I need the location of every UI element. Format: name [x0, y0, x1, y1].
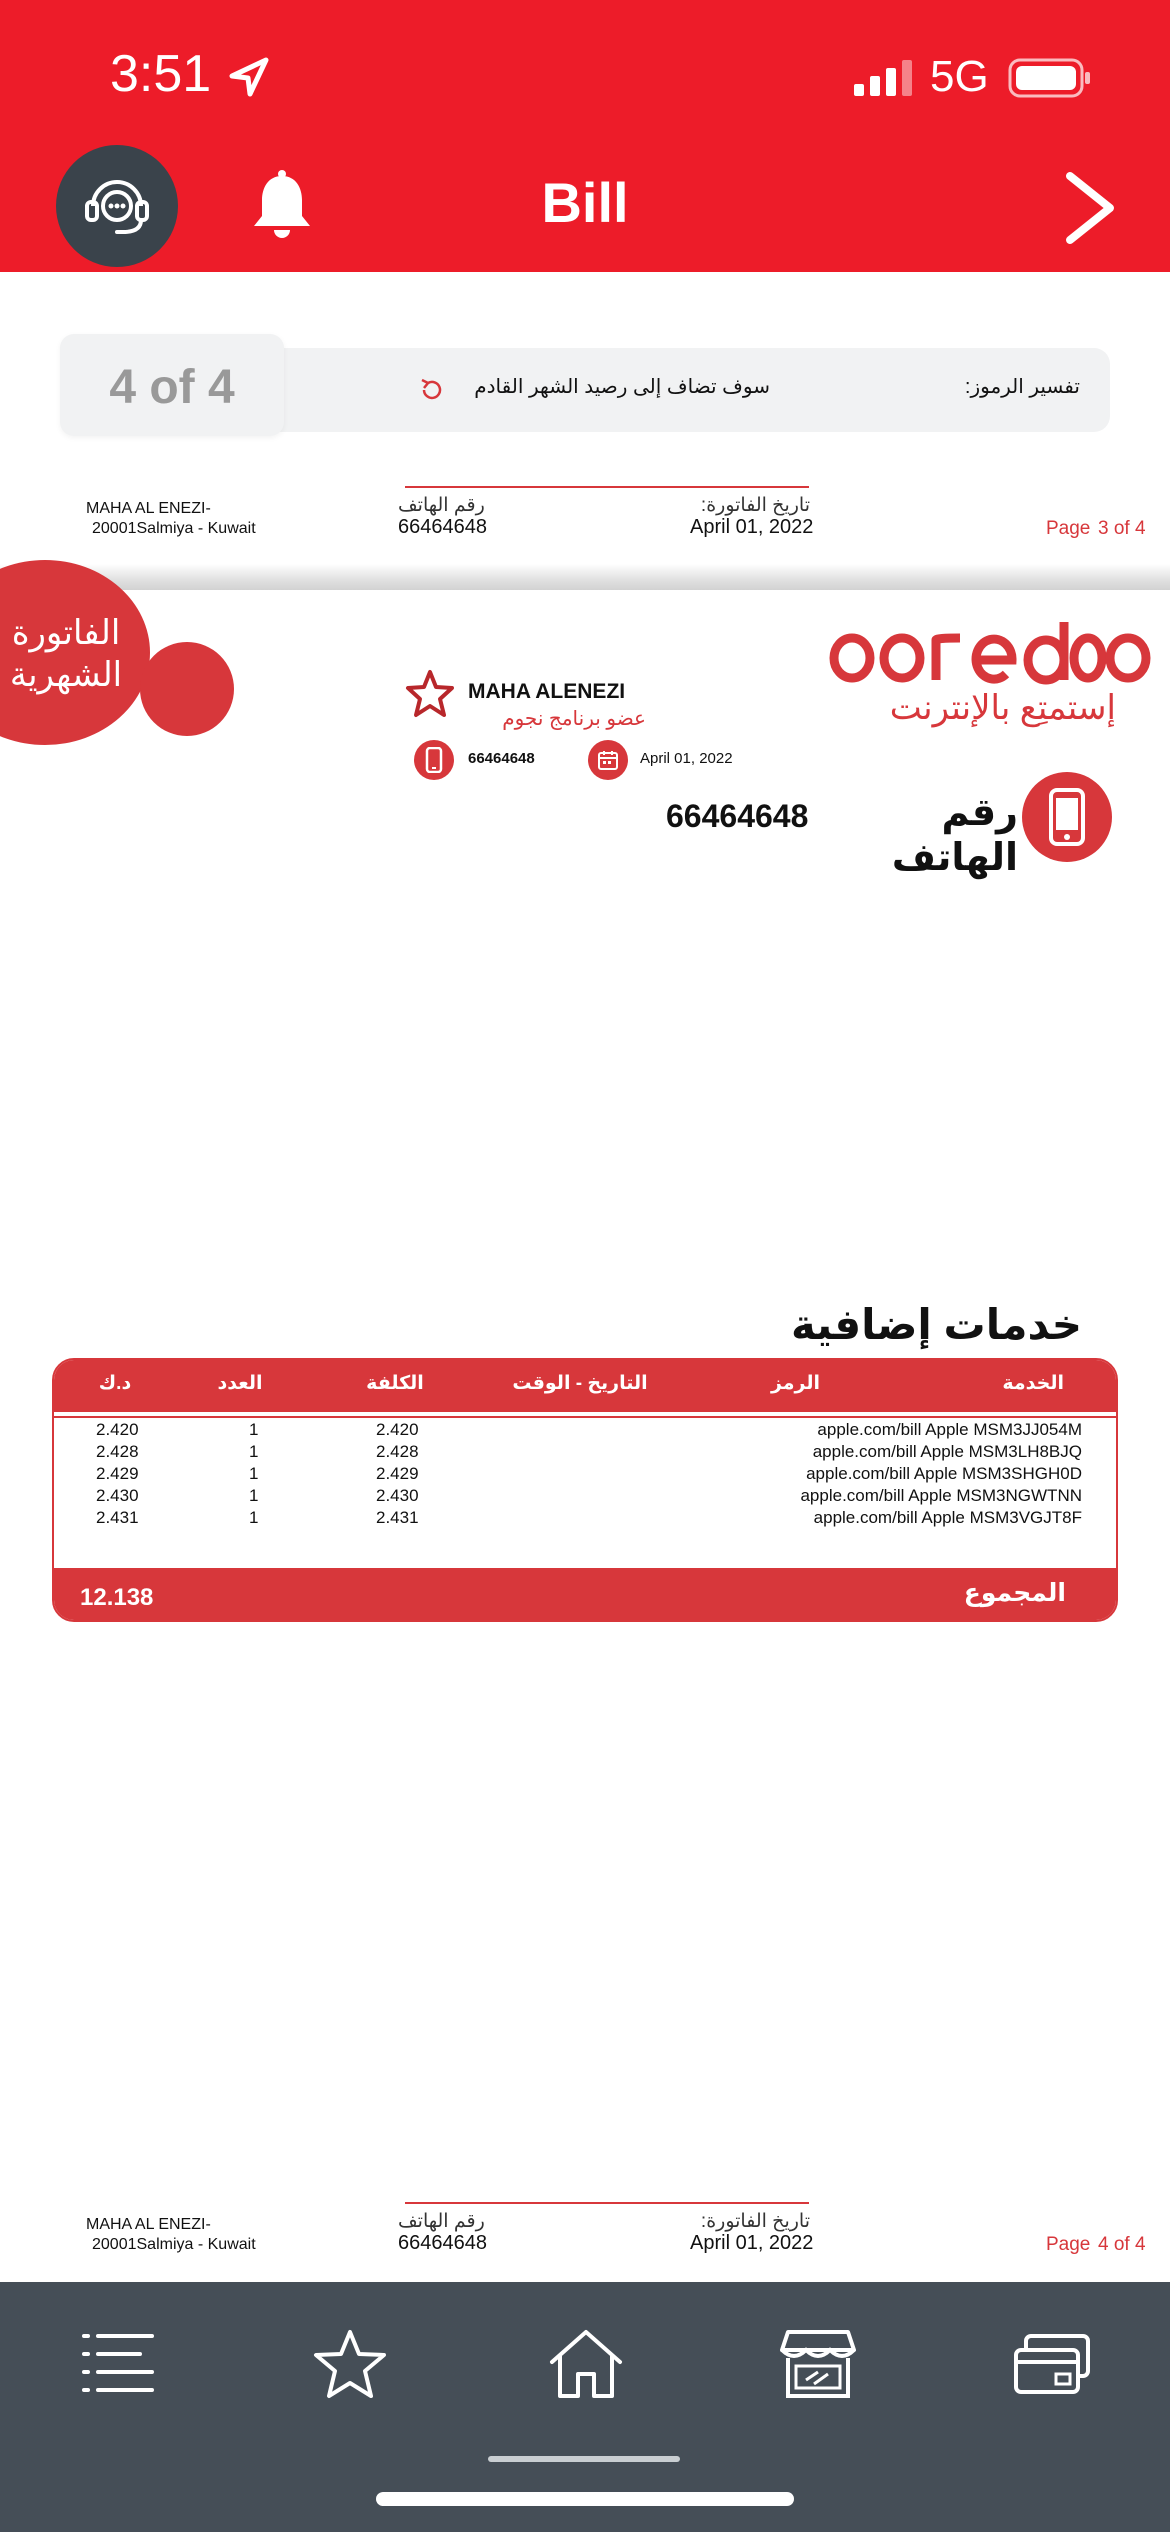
footer-phone: 66464648	[398, 516, 487, 538]
star-outline-icon	[404, 668, 456, 720]
footer-date-label: تاريخ الفاتورة:	[700, 2211, 810, 2232]
row-kd: 2.430	[96, 1486, 139, 1505]
row-count: 1	[249, 1508, 259, 1527]
row-service: apple.com/bill Apple MSM3VGJT8F	[813, 1508, 1082, 1527]
services-title: خدمات إضافية	[790, 1301, 1082, 1348]
footer-phone-label: رقم الهاتف	[398, 495, 485, 516]
total-label: المجموع	[963, 1579, 1066, 1607]
row-service: apple.com/bill Apple MSM3SHGH0D	[806, 1464, 1082, 1483]
footer-date-label: تاريخ الفاتورة:	[700, 495, 810, 516]
row-cost: 2.428	[376, 1442, 419, 1461]
row-cost: 2.431	[376, 1508, 419, 1527]
calendar-badge	[588, 740, 628, 780]
scroll-indicator	[488, 2456, 680, 2462]
signal-icon	[852, 58, 916, 98]
header-count: العدد	[217, 1373, 263, 1394]
footer-page-label: Page	[1046, 2234, 1091, 2255]
decor-circle	[140, 642, 234, 736]
network-type: 5G	[930, 52, 989, 101]
table-row	[0, 1442, 1170, 1464]
footer-date: April 01, 2022	[690, 2232, 814, 2254]
table-row	[0, 1420, 1170, 1442]
membership-label: عضو برنامج نجوم	[502, 708, 646, 730]
row-count: 1	[249, 1442, 259, 1461]
legend-label: تفسير الرموز:	[964, 376, 1080, 398]
menu-list-icon[interactable]	[80, 2330, 156, 2394]
header-datetime: التاريخ - الوقت	[512, 1373, 648, 1394]
date-small: April 01, 2022	[640, 750, 733, 767]
footer-divider	[405, 2202, 809, 2204]
chevron-right-icon[interactable]	[1060, 170, 1120, 246]
row-cost: 2.430	[376, 1486, 419, 1505]
footer-phone-label: رقم الهاتف	[398, 2211, 485, 2232]
footer-divider	[405, 486, 809, 488]
phone-badge	[414, 740, 454, 780]
legend-note: سوف تضاف إلى رصيد الشهر القادم	[474, 376, 770, 398]
total-value: 12.138	[80, 1584, 154, 1611]
row-service: apple.com/bill Apple MSM3NGWTNN	[800, 1486, 1082, 1505]
header-cost: الكلفة	[366, 1373, 424, 1394]
row-cost: 2.429	[376, 1464, 419, 1483]
phone-small: 66464648	[468, 750, 535, 767]
footer-date: April 01, 2022	[690, 516, 814, 538]
footer-address: 20001Salmiya - Kuwait	[92, 520, 256, 537]
location-arrow-icon	[226, 56, 270, 100]
header-kd: د.ك	[98, 1373, 132, 1394]
header-underline	[54, 1416, 1118, 1418]
page-separator	[0, 564, 1170, 590]
customer-name: MAHA ALENEZI	[468, 680, 626, 703]
row-count: 1	[249, 1486, 259, 1505]
phone-icon	[425, 747, 443, 773]
row-service: apple.com/bill Apple MSM3LH8BJQ	[812, 1442, 1082, 1461]
refresh-icon	[418, 376, 446, 404]
battery-icon	[1008, 56, 1092, 100]
footer-page-label: Page	[1046, 518, 1091, 539]
footer-phone: 66464648	[398, 2232, 487, 2254]
footer-page-value: 4 of 4	[1098, 2234, 1146, 2255]
row-kd: 2.428	[96, 1442, 139, 1461]
footer-name: MAHA AL ENEZI-	[86, 2216, 211, 2233]
phone-heading-value: 66464648	[666, 798, 809, 834]
table-row	[0, 1464, 1170, 1486]
home-indicator	[376, 2492, 794, 2506]
row-count: 1	[249, 1464, 259, 1483]
phone-heading-label: رقم الهاتف	[891, 792, 1018, 879]
page-indicator: 4 of 4	[109, 361, 235, 414]
header-service: الخدمة	[1002, 1373, 1064, 1394]
row-service: apple.com/bill Apple MSM3JJ054M	[817, 1420, 1082, 1439]
footer-name: MAHA AL ENEZI-	[86, 500, 211, 517]
page-title: Bill	[541, 171, 629, 234]
page-indicator-chip	[60, 334, 284, 436]
row-kd: 2.420	[96, 1420, 139, 1439]
home-icon[interactable]	[548, 2326, 624, 2400]
star-icon[interactable]	[312, 2328, 388, 2400]
mobile-phone-icon	[1048, 788, 1086, 846]
row-cost: 2.420	[376, 1420, 419, 1439]
footer-address: 20001Salmiya - Kuwait	[92, 2236, 256, 2253]
brand-tagline: إستمتِع بالإنترنت	[889, 689, 1116, 727]
store-icon[interactable]	[780, 2328, 856, 2400]
phone-heading-badge	[1022, 772, 1112, 862]
row-count: 1	[249, 1420, 259, 1439]
services-rows	[0, 1420, 1170, 1530]
status-time: 3:51	[110, 45, 212, 103]
row-kd: 2.429	[96, 1464, 139, 1483]
card-icon[interactable]	[1012, 2332, 1092, 2396]
calendar-icon	[597, 749, 619, 771]
table-row	[0, 1508, 1170, 1530]
header-code: الرمز	[770, 1373, 820, 1394]
monthly-bill-title: الفاتورة الشهرية	[9, 614, 123, 694]
row-kd: 2.431	[96, 1508, 139, 1527]
footer-page-value: 3 of 4	[1098, 518, 1146, 539]
table-row	[0, 1486, 1170, 1508]
